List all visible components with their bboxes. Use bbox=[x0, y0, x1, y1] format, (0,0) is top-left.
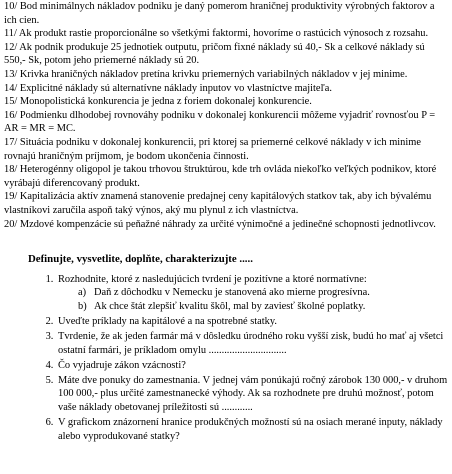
sub-item bbox=[58, 286, 452, 300]
question-item bbox=[56, 416, 452, 443]
true-false-statements bbox=[0, 0, 452, 231]
spacer bbox=[0, 231, 452, 253]
question-text: Čo vyjadruje zákon vzácnosti? bbox=[58, 359, 186, 371]
statement-10: 10/ Bod minimálnych nákladov podniku je daný pomerom hraničnej produktivity výrobných faktorov a ich cien. bbox=[4, 1, 435, 26]
statement-20: 20/ Mzdové kompenzácie sú peňažné náhrady za určité výnimočné a jedinečné schopnosti jednotlivcov. bbox=[4, 218, 436, 230]
section-heading: Definujte, vysvetlite, doplňte, charakterizujte ..... bbox=[28, 253, 253, 266]
question-item bbox=[56, 374, 452, 415]
question-text: V grafickom znázornení hranice produkčných možností sú na osiach merané inputy, náklady alebo vyprodukované statky? bbox=[58, 417, 443, 442]
question-item bbox=[56, 359, 452, 373]
question-text: Tvrdenie, že ak jeden farmár má v dôsledku úrodného roku vyšší zisk, budú ho mať aj všetci ostatní farmári, je príkladom omylu .............................. bbox=[58, 331, 444, 356]
statement-12: 12/ Ak podnik produkuje 25 jednotiek outputu, pričom fixné náklady sú 40,- Sk a celkové náklady sú 550,- Sk, potom jeho priemerné náklady sú 20. bbox=[4, 41, 425, 67]
statement-18: 18/ Heterogénny oligopol je takou trhovou štruktúrou, kde trh ovláda niekoľko veľkých podnikov, ktoré vyrábajú diferencovaný produkt. bbox=[4, 164, 437, 189]
question-list bbox=[0, 273, 452, 444]
statement-14: 14/ Explicitné náklady sú alternatívne náklady inputov vo vlastníctve majiteľa. bbox=[4, 82, 332, 94]
question-text: Uveďte príklady na kapitálové a na spotrebné statky. bbox=[58, 315, 277, 327]
statement-16: 16/ Podmienku dlhodobej rovnováhy podniku v dokonalej konkurencii môžeme vyjadriť rovnosťou P = AR = MR = MC. bbox=[4, 109, 436, 135]
sub-item-text: Ak chce štát zlepšiť kvalitu škôl, mal by zaviesť školné poplatky. bbox=[94, 300, 366, 312]
sub-item-label: b) bbox=[78, 300, 87, 312]
statement-15: 15/ Monopolistická konkurencia je jedna z foriem dokonalej konkurencie. bbox=[4, 96, 312, 108]
statement-19: 19/ Kapitalizácia aktív znamená stanovenie predajnej ceny kapitálových statkov tak, aby ich bývalému vlastníkovi zaručila aspoň taký výnos, aký mu plynul z ich vlastníctva. bbox=[4, 191, 432, 216]
statement-13: 13/ Krivka hraničných nákladov pretína krivku priemerných variabilných nákladov v jej minime. bbox=[4, 68, 408, 80]
statement-11: 11/ Ak produkt rastie proporcionálne so všetkými faktormi, hovoríme o rastúcich výnosoch z rozsahu. bbox=[4, 28, 429, 40]
question-item bbox=[56, 330, 452, 357]
statement-17: 17/ Situácia podniku v dokonalej konkurencii, pri ktorej sa priemerné celkové náklady v ich minime rovnajú hraničným príjmom, je bodom ukončenia činnosti. bbox=[4, 136, 421, 162]
question-item bbox=[56, 273, 452, 314]
sub-item-text: Daň z dôchodku v Nemecku je stanovená ako mierne progresívna. bbox=[94, 287, 370, 299]
sub-item bbox=[58, 300, 452, 314]
question-item bbox=[56, 315, 452, 329]
sub-item-label: a) bbox=[78, 287, 87, 299]
question-text: Rozhodnite, ktoré z nasledujúcich tvrdení je pozitívne a ktoré normatívne: bbox=[58, 273, 367, 285]
question-text: Máte dve ponuky do zamestnania. V jednej vám ponúkajú ročný zárobok 130 000,- v druhom 100 000,- plus určité zamestnanecké výhody. Ak sa rozhodnete pre druhú možnosť, potom vaše náklady obetovanej príležitosti sú ............ bbox=[58, 374, 448, 414]
